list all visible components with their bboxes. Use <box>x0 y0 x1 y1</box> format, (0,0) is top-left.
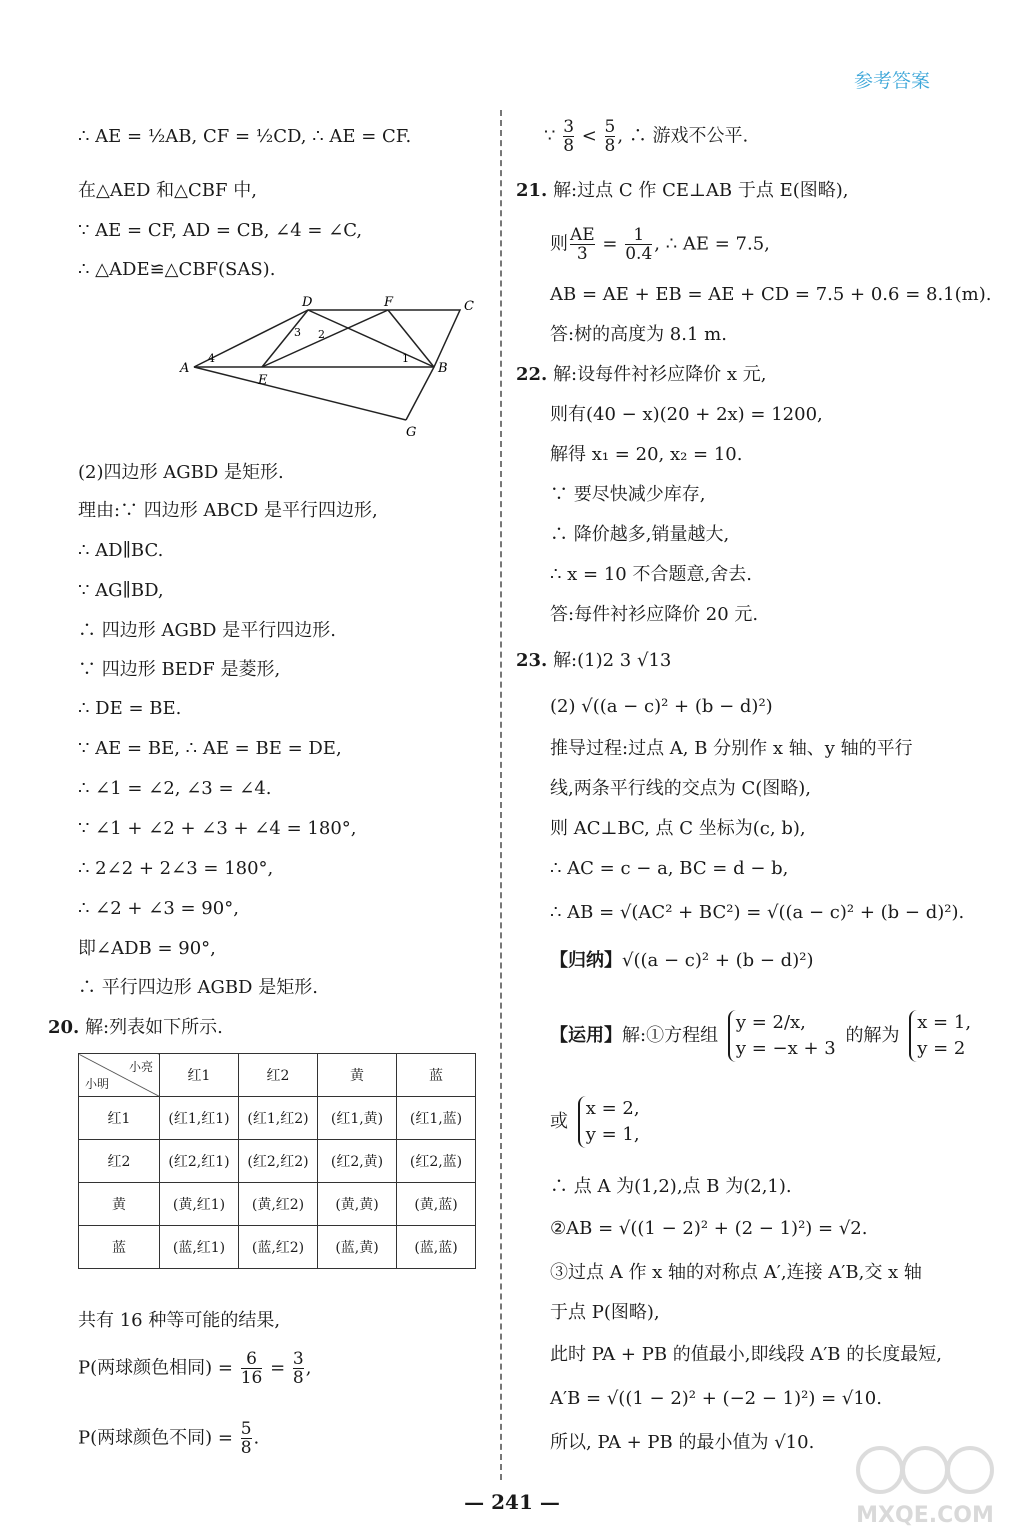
solution-system: x = 2, y = 1, <box>578 1096 640 1148</box>
outcome-table <box>78 1053 476 1269</box>
text-line: 推导过程:过点 A, B 分别作 x 轴、y 轴的平行 <box>550 738 913 759</box>
question-number: 21. <box>516 180 548 201</box>
text-line: 解得 x₁ = 20, x₂ = 10. <box>550 444 743 465</box>
summary-tag: 【归纳】 <box>550 950 622 971</box>
text-line: ②AB = √((1 − 2)² + (2 − 1)²) = √2. <box>550 1218 868 1239</box>
table-row <box>79 1226 476 1269</box>
summary-line <box>550 950 813 972</box>
column-divider <box>500 110 502 1480</box>
text-line: 在△AED 和△CBF 中, <box>78 180 257 201</box>
figure-label: 3 <box>294 326 301 339</box>
fraction: $\frac{AE}{3}$ <box>570 225 595 264</box>
text-line: ∴ ∠1 = ∠2, ∠3 = ∠4. <box>78 778 272 799</box>
text-line: 此时 PA + PB 的值最小,即线段 A′B 的长度最短, <box>550 1344 942 1365</box>
figure-label: B <box>438 361 448 376</box>
text-line: ∴ ∠2 + ∠3 = 90°, <box>78 898 239 919</box>
text-line: ∴ AE = ½AB, CF = ½CD, ∴ AE = CF. <box>78 126 412 147</box>
equation-system: y = 2/x, y = −x + 3 <box>728 1010 836 1062</box>
application-line: 【运用】解:①方程组 y = 2/x, y = −x + 3 的解为 x = 1, y = 2 <box>550 1010 975 1062</box>
question-number: 22. <box>516 364 548 385</box>
table-cell: (红2,黄) <box>318 1140 397 1183</box>
text-line: ∴ x = 10 不合题意,舍去. <box>550 564 752 585</box>
text-line: ∴ 平行四边形 AGBD 是矩形. <box>78 977 318 998</box>
text-line: ∵ 四边形 BEDF 是菱形, <box>78 659 281 680</box>
table-corner: 小亮 小明 <box>79 1054 160 1097</box>
row-label: 黄 <box>79 1183 160 1226</box>
conclusion-line: ∵ $\frac{3}{8}$ < $\frac{5}{8}$ , ∴ 游戏不公平. <box>544 117 749 156</box>
figure-label: G <box>406 425 417 440</box>
row-label: 红1 <box>79 1097 160 1140</box>
text-line: 则有(40 − x)(20 + 2x) = 1200, <box>550 404 823 425</box>
text-line: ∵ AE = CF, AD = CB, ∠4 = ∠C, <box>78 220 363 241</box>
ratio-line: 则 $\frac{AE}{3}$ = $\frac{1}{0.4}$ , ∴ AE = 7.5, <box>550 225 770 264</box>
table-row <box>79 1140 476 1183</box>
table-row <box>79 1097 476 1140</box>
text-line: 则 AC⊥BC, 点 C 坐标为(c, b), <box>550 818 806 839</box>
text-line: ∴ DE = BE. <box>78 698 182 719</box>
prob-label: P(两球颜色不同) = <box>78 1427 233 1449</box>
figure-label: F <box>384 295 394 310</box>
figure-label: C <box>464 299 474 314</box>
text-line: 于点 P(图略), <box>550 1302 660 1323</box>
text-line: 理由:∵ 四边形 ABCD 是平行四边形, <box>78 500 378 521</box>
table-header-row <box>79 1054 476 1097</box>
text-line: ∴ △ADE≌△CBF(SAS). <box>78 259 276 280</box>
geometry-figure <box>178 292 478 442</box>
table-cell: (蓝,红1) <box>160 1226 239 1269</box>
fraction: $\frac{5}{8}$ <box>604 117 616 156</box>
watermark-logo <box>850 1440 1000 1530</box>
table-cell: (黄,蓝) <box>397 1183 476 1226</box>
figure-label: A <box>180 361 190 376</box>
text-line: ③过点 A 作 x 轴的对称点 A′,连接 A′B,交 x 轴 <box>550 1262 922 1283</box>
table-cell: (红1,红1) <box>160 1097 239 1140</box>
text-line: ∴ 四边形 AGBD 是平行四边形. <box>78 620 336 641</box>
solution-system: x = 1, y = 2 <box>909 1010 971 1062</box>
table-cell: (红2,红1) <box>160 1140 239 1183</box>
table-cell: (红2,蓝) <box>397 1140 476 1183</box>
table-cell: (红1,黄) <box>318 1097 397 1140</box>
figure-label: D <box>302 295 313 310</box>
text-line: 所以, PA + PB 的最小值为 √10. <box>550 1432 815 1453</box>
header-label: 参考答案 <box>853 70 930 92</box>
text-line: ∵ 要尽快减少库存, <box>550 484 706 505</box>
text-line: (2)四边形 AGBD 是矩形. <box>78 462 284 483</box>
alt-solution-line: 或 x = 2, y = 1, <box>550 1096 644 1148</box>
fraction: $\frac{6}{16}$ <box>240 1349 263 1388</box>
table-cell: (黄,黄) <box>318 1183 397 1226</box>
table-row <box>79 1183 476 1226</box>
text-line: 即∠ADB = 90°, <box>78 938 216 959</box>
fraction: $\frac{3}{8}$ <box>563 117 575 156</box>
text-line: 答:树的高度为 8.1 m. <box>550 324 727 345</box>
watermark-text: MXQE.COM <box>856 1503 994 1528</box>
question-number: 23. <box>516 650 548 671</box>
conclusion-text: ∴ 游戏不公平. <box>628 125 749 147</box>
probability-different: P(两球颜色不同) = $\frac{5}{8}$ . <box>78 1419 260 1458</box>
summary-formula: √((a − c)² + (b − d)²) <box>622 950 814 971</box>
fraction: $\frac{3}{8}$ <box>292 1349 304 1388</box>
figure-label: 2 <box>318 328 325 341</box>
figure-label: E <box>258 373 268 388</box>
row-label: 红2 <box>79 1140 160 1183</box>
text-line: A′B = √((1 − 2)² + (−2 − 1)²) = √10. <box>550 1388 882 1409</box>
prob-label: P(两球颜色相同) = <box>78 1357 233 1379</box>
question-number: 20. <box>48 1017 80 1038</box>
text-line: (2) √((a − c)² + (b − d)²) <box>550 696 773 717</box>
question-20 <box>48 1017 223 1039</box>
table-cell: (蓝,红2) <box>239 1226 318 1269</box>
table-header: 蓝 <box>397 1054 476 1097</box>
question-text: 解:设每件衬衫应降价 x 元, <box>553 364 767 385</box>
fraction: $\frac{5}{8}$ <box>240 1419 252 1458</box>
text-line: ∴ AD∥BC. <box>78 540 164 561</box>
figure-label: 1 <box>402 352 409 365</box>
text-line: ∴ AC = c − a, BC = d − b, <box>550 858 789 879</box>
text-line: 线,两条平行线的交点为 C(图略), <box>550 778 811 799</box>
question-22 <box>516 364 766 386</box>
text-line: ∵ AG∥BD, <box>78 580 164 601</box>
table-header: 红1 <box>160 1054 239 1097</box>
question-23 <box>516 650 671 672</box>
figure-label: 4 <box>208 352 215 365</box>
page-number: — 241 — <box>464 1490 560 1514</box>
text-line: AB = AE + EB = AE + CD = 7.5 + 0.6 = 8.1(m). <box>550 284 992 305</box>
table-header: 红2 <box>239 1054 318 1097</box>
row-label: 蓝 <box>79 1226 160 1269</box>
probability-same: P(两球颜色相同) = $\frac{6}{16}$ = $\frac{3}{8}$ , <box>78 1349 312 1388</box>
table-header: 黄 <box>318 1054 397 1097</box>
text-line: ∵ ∠1 + ∠2 + ∠3 + ∠4 = 180°, <box>78 818 357 839</box>
application-tag: 【运用】 <box>550 1025 622 1046</box>
text-line: ∴ 降价越多,销量越大, <box>550 524 730 545</box>
text-line: ∵ AE = BE, ∴ AE = BE = DE, <box>78 738 342 759</box>
text-line: ∴ 2∠2 + 2∠3 = 180°, <box>78 858 274 879</box>
text-line: 答:每件衬衫应降价 20 元. <box>550 604 759 625</box>
table-cell: (红2,红2) <box>239 1140 318 1183</box>
table-cell: (黄,红2) <box>239 1183 318 1226</box>
question-text: 解:列表如下所示. <box>85 1017 223 1038</box>
table-cell: (红1,红2) <box>239 1097 318 1140</box>
question-text: 解:(1)2 3 √13 <box>553 650 672 671</box>
fraction: $\frac{1}{0.4}$ <box>625 225 653 264</box>
text-line: ∴ 点 A 为(1,2),点 B 为(2,1). <box>550 1176 792 1197</box>
question-21 <box>516 180 848 202</box>
table-cell: (蓝,黄) <box>318 1226 397 1269</box>
text-line: 共有 16 种等可能的结果, <box>78 1310 281 1331</box>
table-cell: (红1,蓝) <box>397 1097 476 1140</box>
question-text: 解:过点 C 作 CE⊥AB 于点 E(图略), <box>553 180 849 201</box>
table-cell: (黄,红1) <box>160 1183 239 1226</box>
table-cell: (蓝,蓝) <box>397 1226 476 1269</box>
text-line: ∴ AB = √(AC² + BC²) = √((a − c)² + (b − d)²). <box>550 902 965 923</box>
